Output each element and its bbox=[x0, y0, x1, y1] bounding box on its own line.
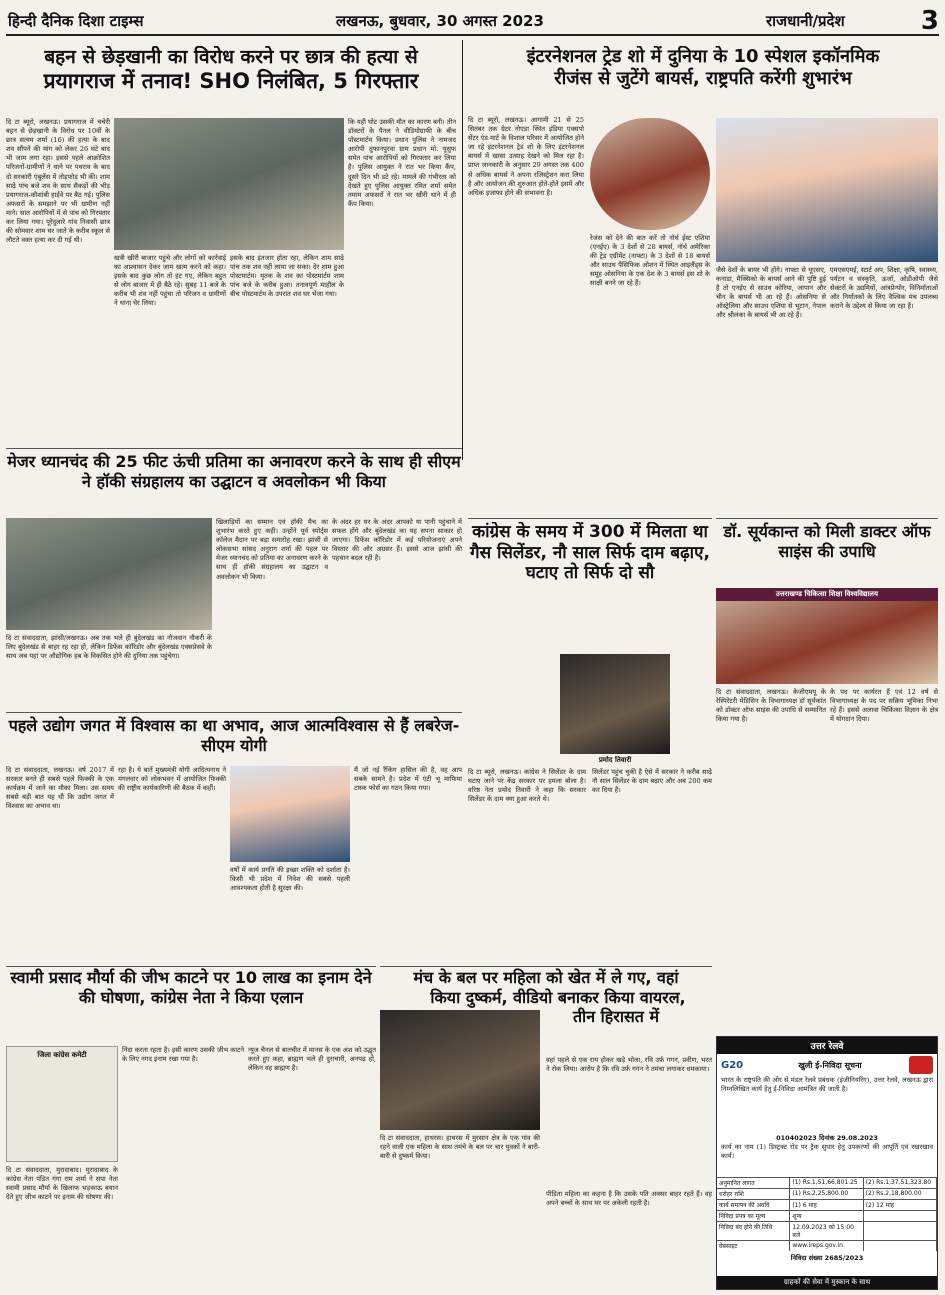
tender-cell: (1) Rs.2,25,800.00 bbox=[790, 1189, 863, 1199]
story8-headline-line2: किया दुष्कर्म, वीडियो बनाकर किया वायरल, bbox=[430, 987, 686, 1007]
story8-headline-line3: तीन हिरासत में bbox=[572, 1007, 660, 1027]
tender-row bbox=[717, 1199, 937, 1210]
story4-photo-cm bbox=[230, 766, 350, 862]
tender-cell: (2) Rs.1,37,51,323.80 bbox=[864, 1178, 937, 1188]
story1-col1: दि टा ब्यूरो, लखनऊ। प्रयागराज में चचेरी बहन से छेड़खानी के विरोध पर 10वीं के छात्र सत्यम शर्मा (16) की हत्या के बाद शव सौंपने की मांग को लेकर 26 घंटे बाद भी जाम लगा रहा। इससे पहले आक्रोशित परिजनों-ग्रामीणों ने थाने पर पथराव के बाद दो सरकारी एंबुलेंस में तोड़फोड़ भी की। शाम साढ़े पांच बजे शव के साथ सैकड़ों की भीड़ प्रयागराज-कौशांबी हाईवे पर बैठ गई। पुलिस अफसरों के समझाने पर भी ग्रामीण नहीं माने। सात आरोपियों में से पांच को गिरफ्तार कर लिया गया। पूरेदुलारे गांव निवासी छात्र की सोमवार शाम घर जाते के करीब स्कूल से लौटते वक्त हत्या कर दी गई थी। bbox=[6, 118, 110, 245]
story7-col2: निंदा करता रहता है। इसी कारण उसकी जीभ काटने के लिए नगद इनाम रखा गया है। bbox=[122, 1046, 244, 1064]
story5-photo-leader bbox=[560, 654, 670, 754]
story6-photo-ceremony bbox=[716, 588, 938, 684]
story8-col3: पीड़िता महिला का कहना है कि उसके पति अक्सर बाहर रहते हैं। वह अपने बच्चों के साथ घर पर अकेली रहती है। bbox=[546, 1190, 712, 1208]
story2-col1: दि टा ब्यूरो, लखनऊ। आगामी 21 से 25 सितंबर तक ग्रेटर नोएडा स्थित इंडिया एक्सपो सेंटर एंड मार्ट के विशाल परिसर में आयोजित होने जा रहे इंटरनेशनल ट्रेड शो के लिए इंटरनेशनल बायर्स में खासा उत्साह देखने को मिल रहा है। प्राप्त जानकारी के अनुसार 29 अगस्त तक 400 से अधिक बायर्स ने अपना रजिस्ट्रेशन करा लिया है और आयोजन की शुरुआत होते-होते इसमें और अधिक इजाफा होने की संभावना है। bbox=[468, 116, 584, 197]
story6-headline bbox=[716, 522, 938, 584]
story2-headline-line1: इंटरनेशनल ट्रेड शो में दुनिया के 10 स्पेशल इकॉनमिक bbox=[526, 46, 880, 67]
story2-col4: एमएसएमई, स्टार्ट अप, शिक्षा, कृषि, स्वास्थ्य, पर्यटन व संस्कृति, ऊर्जा, ओडीओपी जैसे सेक्टरों के उद्यमियों, आंत्रप्रेन्योर, विनिर्माताओं और निर्यातकों के लिए वैश्विक मंच उपलब्ध कराने के उद्देश्य से किया जा रहा है। bbox=[830, 266, 938, 311]
tender-notice bbox=[716, 1036, 938, 1290]
story5-headline-text: कांग्रेस के समय में 300 में मिलता था गैस सिलेंडर, नौ साल सिर्फ दाम बढ़ाए, घटाए तो सिर्फ दो सौ bbox=[470, 522, 710, 584]
separator bbox=[6, 712, 462, 713]
story1-col4: कि यही घोट उसकी मौत का कारण बनी। तीन डॉक्टरों के पैनल ने वीडियोग्राफी के बीच पोस्टमार्टम किया। प्रधान पुलिस ने नामजद आरोपी तुफानपुरवा ग्राम प्रधान मो. यूसुफ समेत पांच आरोपियों को गिरफ्तार कर लिया है। पुलिस आयुक्त ने रात भर किया कैंप, दूसरे दिन भी डटे रहे। मामले की गंभीरता को देखते हुए पुलिस आयुक्त रमित शर्मा समेत तमाम अफसरों ने रात भर खीरी थाने में ही कैंप किया। bbox=[348, 118, 456, 208]
tender-table bbox=[717, 1177, 937, 1251]
tender-cell bbox=[864, 1211, 937, 1221]
story3-col2: खिलाड़ियों का सम्मान एवं हॉकी मैच का शुभारंभ करते हुए कही। उन्होंने पूर्व स्पोर्ट्स कॉलेज मैदान पर बड़ा समारोह रखा। झांसी से लोकसभा सांसद अनुराग शर्मा की पहल पर मेजर ध्यानचंद को प्रतिमा का अनावरण करने के साथ ही हॉकी संग्रहालय का उद्घाटन व अवलोकन भी किया। bbox=[216, 518, 328, 581]
story4-col4: मैं जो नई रैंकिंग हासिल की है, वह आप सबके सामने है। प्रदेश में एंटी भू माफिया टास्क फोर्स का गठन किया गया। bbox=[354, 766, 462, 793]
story4-col2: रहा है। ये बातें मुख्यमंत्री योगी आदित्यनाथ ने मंगलवार को लोकभवन में आयोजित फिक्की की राष्ट्रीय कार्यकारिणी की बैठक में कहीं। bbox=[118, 766, 226, 793]
tender-notice-text: भारत के राष्ट्रपति की ओर से मंडल रेलवे प्रबंधक (इंजीनियरिंग), उत्तर रेलवे, लखनऊ द्वारा निम्नलिखित कार्य हेतु ई-निविदा आमंत्रित की जाती है। bbox=[721, 1076, 933, 1094]
tender-cell: (2) 12 माह bbox=[864, 1200, 937, 1210]
tender-title: उत्तर रेलवे bbox=[717, 1037, 937, 1054]
story3-col1: दि टा संवाददाता, झांसी/लखनऊ। अब तक भले ही बुंदेलखंड का नौजवान नौकरी के लिए बुंदेलखंड से बाहर रह रहा हो, लेकिन डिफेंस कॉरिडोर और बुंदेलखंड एक्सप्रेसवे के साथ जब यहां पर औद्योगिक हब के विकसित होने की दुनिया तक पहुंचेगा। bbox=[6, 634, 212, 661]
tender-row bbox=[717, 1188, 937, 1199]
tender-cell: www.ireps.gov.in bbox=[790, 1241, 863, 1251]
separator bbox=[468, 518, 712, 519]
tender-row bbox=[717, 1210, 937, 1221]
tender-cell: शून्य bbox=[790, 1211, 863, 1221]
tender-footer: निविदा संख्या 2685/2023 bbox=[790, 1254, 864, 1262]
story2-col2: रेजंस को देने की बात करें तो नॉर्थ ईस्ट एशिया (एनईए) के 3 देशों से 28 बायर्स, नॉर्थ अमेरिका की ट्रेड एग्रीमेंट (नाफ्टा) के 3 देशों से 18 बायर्स और साउथ पैसिफिक ओशन में स्थित आइलैंड्स के समूह ओसनिया के एक देश के 3 बायर्स इस शो के साक्षी बनने जा रहे हैं। bbox=[590, 234, 710, 288]
story3-headline bbox=[6, 452, 462, 516]
story4-headline bbox=[6, 716, 462, 762]
separator bbox=[6, 448, 462, 449]
tender-subtitle: खुली ई-निविदा सूचना bbox=[798, 1060, 862, 1070]
paper-name: हिन्दी दैनिक दिशा टाइम्स bbox=[8, 12, 144, 30]
separator bbox=[6, 966, 376, 967]
page-number: 3 bbox=[920, 6, 939, 36]
masthead bbox=[6, 6, 939, 36]
column-rule bbox=[462, 40, 463, 460]
story8-col2: वहां पहले से एक राय होकर खड़े भोला, रवि उर्फ़ गगन, प्रवीण, भरत ने रोक लिया। आरोप है कि रवि उर्फ़ गगन ने तमंचा लगाकर धमकाया। bbox=[546, 1056, 712, 1074]
story4-col3: वर्षों में कार्य प्रगति की इच्छा शक्ति को दर्शाता है। किसी भी प्रदेश में निवेश की सबसे पहली आवश्यकता होती है सुरक्षा की। bbox=[230, 866, 350, 893]
story5-col1: दि टा ब्यूरो, लखनऊ। कांग्रेस ने सिलेंडर के दाम घटाए जाने पर केंद्र सरकार पर हमला बोला है। वरिष्ठ नेता प्रमोद तिवारी ने कहा कि सरकार सिलेंडर के दाम क्या हुआ करते थे। bbox=[468, 768, 586, 804]
story1-headline bbox=[6, 46, 456, 114]
story2-photo-expo-centre bbox=[716, 118, 938, 262]
story2-photo-president bbox=[590, 118, 710, 230]
separator bbox=[380, 966, 712, 967]
story5-headline bbox=[468, 522, 712, 650]
story6-headline-text: डॉ. सूर्यकान्त को मिली डाक्टर ऑफ साइंस की उपाधि bbox=[723, 522, 931, 561]
story5-col2: सिलेंडर पहुंच चुकी है ऐसे में सरकार ने करीब साढ़े नौ साल सिलेंडर के दाम बढ़ाए और अब 200 कम कर दिया है। bbox=[592, 768, 712, 795]
story6-col1: दि टा संवाददाता, लखनऊ। केजीएमयू के रेस्पिरेटरी मेडिसिन के विभागाध्यक्ष डॉ सूर्यकांत को डॉक्टर ऑफ साइंस की उपाधि से सम्मानित किया गया है। bbox=[716, 688, 826, 724]
story7-headline bbox=[6, 968, 376, 1042]
story6-banner-text: उत्तराखण्ड चिकित्सा शिक्षा विश्वविद्यालय bbox=[716, 588, 938, 601]
story1-col2: खत्री खीरी बाजार पहुंचे और लोगों को कार्रवाई का आश्वासन देकर जाम खत्म करने को कहा। इसके बाद कुछ लोग तो हट गए, लेकिन बहुत से लोग बाजार में ही बैठे रहे। सुबह 11 बजे के करीब भी शव नहीं पहुंचा तो परिजन व ग्रामीणों ने थाना घेर लिया। bbox=[114, 254, 226, 308]
story1-photo-crowd bbox=[114, 118, 344, 250]
story5-photo-caption: प्रमोद तिवारी bbox=[598, 756, 632, 764]
tender-row bbox=[717, 1177, 937, 1188]
tender-notice-number: 010402023 दिनांक 29.08.2023 bbox=[776, 1134, 878, 1142]
tender-work-text: कार्य का नाम (1) डिस्ट्रक्ट रोड पर ट्रैक सुधार हेतु उपकरणों की आपूर्ति एवं रखरखाव कार्य। bbox=[721, 1143, 933, 1161]
story8-photo-silhouette bbox=[380, 1010, 540, 1130]
railway-logo-icon bbox=[909, 1056, 933, 1074]
story6-col2: के पद पर कार्यरत हैं एवं 12 वर्ष से विभागाध्यक्ष के पद पर सक्रिय भूमिका निभा रहे हैं। इससे अलावा चिकित्सा विज्ञान के क्षेत्र में योगदान दिया। bbox=[830, 688, 938, 724]
story7-letter-label: जिला कांग्रेस कमेटी bbox=[37, 1051, 87, 1059]
story7-photo-letter bbox=[6, 1046, 118, 1162]
section-label: राजधानी/प्रदेश bbox=[766, 12, 845, 30]
story3-headline-text: मेजर ध्यानचंद की 25 फीट ऊंची प्रतिमा का अनावरण करने के साथ ही सीएम ने हॉकी संग्रहालय का उद्घाटन व अवलोकन भी किया bbox=[7, 452, 461, 491]
story7-col1: दि टा संवाददाता, मुरादाबाद। मुरादाबाद के कांग्रेस नेता पंडित गंगा राम शर्मा ने सपा नेता स्वामी प्रसाद मौर्या के खिलाफ भड़काऊ बयान देते हुए जीभ काटने पर इनाम की घोषणा की। bbox=[6, 1166, 118, 1202]
g20-logo: G20 bbox=[721, 1059, 744, 1071]
story1-col3: इसके बाद इंतजार होता रहा, लेकिन शाम साढ़े पांच तक शव नहीं लाया जा सका। देर शाम हुआ पोस्टमार्टम। मृतक के शव का पोस्टमार्टम शाम पांच बजे के करीब हुआ। तनावपूर्ण माहौल के बीच पोस्टमार्टम के उपरांत शव घर भेजा गया। bbox=[230, 254, 344, 299]
dateline: लखनऊ, बुधवार, 30 अगस्त 2023 bbox=[336, 12, 544, 30]
story8-headline-line1: मंच के बल पर महिला को खेत में ले गए, वहां bbox=[413, 968, 679, 987]
tender-cell: वेबसाइट bbox=[717, 1241, 790, 1251]
story2-headline-line2: रीजंस से जुटेंगे बायर्स, राष्ट्रपति करेंगी शुभारंभ bbox=[554, 67, 852, 89]
story1-headline-line2: प्रयागराज में तनाव! SHO निलंबित, 5 गिरफ्तार bbox=[43, 69, 419, 94]
story8-col1: दि टा संवाददाता, हाथरस। हाथरस में मुरसान क्षेत्र के एक गांव की रहने वाली एक महिला के साथ तमंचे के बल पर चार युवकों ने बारी-बारी से दुष्कर्म किया। bbox=[380, 1134, 540, 1161]
story2-col3: जैसे देशों के बायर भी होंगे। नाफ्टा से यूएसए, कनाडा, मैक्सिको के बायर्स आने की पुष्टि हुई है तो एनईए से साउथ कोरिया, जापान और चीन के बायर्स भी आ रहे हैं। ओसनिया से ऑस्ट्रेलिया और साउथ एशिया से भूटान, नेपाल और श्रीलंका के बायर्स भी आ रहे हैं। bbox=[716, 266, 826, 320]
tender-row bbox=[717, 1240, 937, 1251]
separator bbox=[716, 518, 938, 519]
tender-cell: (2) Rs.2,18,800.00 bbox=[864, 1189, 937, 1199]
story1-headline-line1: बहन से छेड़खानी का विरोध करने पर छात्र की हत्या से bbox=[44, 46, 418, 68]
story7-headline-text: स्वामी प्रसाद मौर्या की जीभ काटने पर 10 लाख का इनाम देने की घोषणा, कांग्रेस नेता ने किया एलान bbox=[10, 968, 372, 1007]
tender-cell: कार्य समापन की अवधि bbox=[717, 1200, 790, 1210]
tender-slogan: ग्राहकों की सेवा में मुस्कान के साथ bbox=[717, 1276, 937, 1289]
story4-headline-text: पहले उद्योग जगत में विश्वास का था अभाव, आज आत्मविश्वास से हैं लबरेज- सीएम योगी bbox=[8, 716, 460, 755]
tender-cell: निविदा प्रपत्र का मूल्य bbox=[717, 1211, 790, 1221]
tender-cell: (1) Rs.1,51,66,801.25 bbox=[790, 1178, 863, 1188]
tender-row bbox=[717, 1221, 937, 1240]
story3-photo-statue bbox=[6, 518, 212, 630]
tender-cell bbox=[864, 1241, 937, 1251]
tender-cell: 12.09.2023 को 15:00 बजे bbox=[790, 1222, 863, 1240]
tender-cell: निविदा बंद होने की तिथि bbox=[717, 1222, 790, 1240]
story7-col3: न्यूज चैनल से बातचीत में मानस के एक अंश को उद्धृत करते हुए कहा, ब्राह्मण भले ही दुराचारी, अनपढ़ हो, लेकिन वह ब्राह्मण है। bbox=[248, 1046, 376, 1073]
story4-col1: दि टा संवाददाता, लखनऊ। वर्ष 2017 में सरकार बनते ही सबसे पहले फिक्की के एक कार्यक्रम में जाने का मौका मिला। उस समय सबसे बड़ी बात यह थी कि उद्योग जगत में विश्वास का अभाव था। bbox=[6, 766, 114, 811]
story3-col3: के अंदर हर घर के अंदर आपको या पानी पहुंचाने में सफल होंगे और बुंदेलखंड का यह सपना साकार हो जाएगा। डिफेंस कॉरिडोर में कई परियोजनाएं अपने विस्तार की ओर अग्रसर हैं। इससे आज झांसी की पहचान बदल रही है। bbox=[332, 518, 462, 563]
tender-cell: धरोहर राशि bbox=[717, 1189, 790, 1199]
tender-cell: अनुमानित लागत bbox=[717, 1178, 790, 1188]
tender-cell: (1) 6 माह bbox=[790, 1200, 863, 1210]
tender-cell bbox=[864, 1222, 937, 1240]
story2-headline bbox=[468, 46, 938, 110]
